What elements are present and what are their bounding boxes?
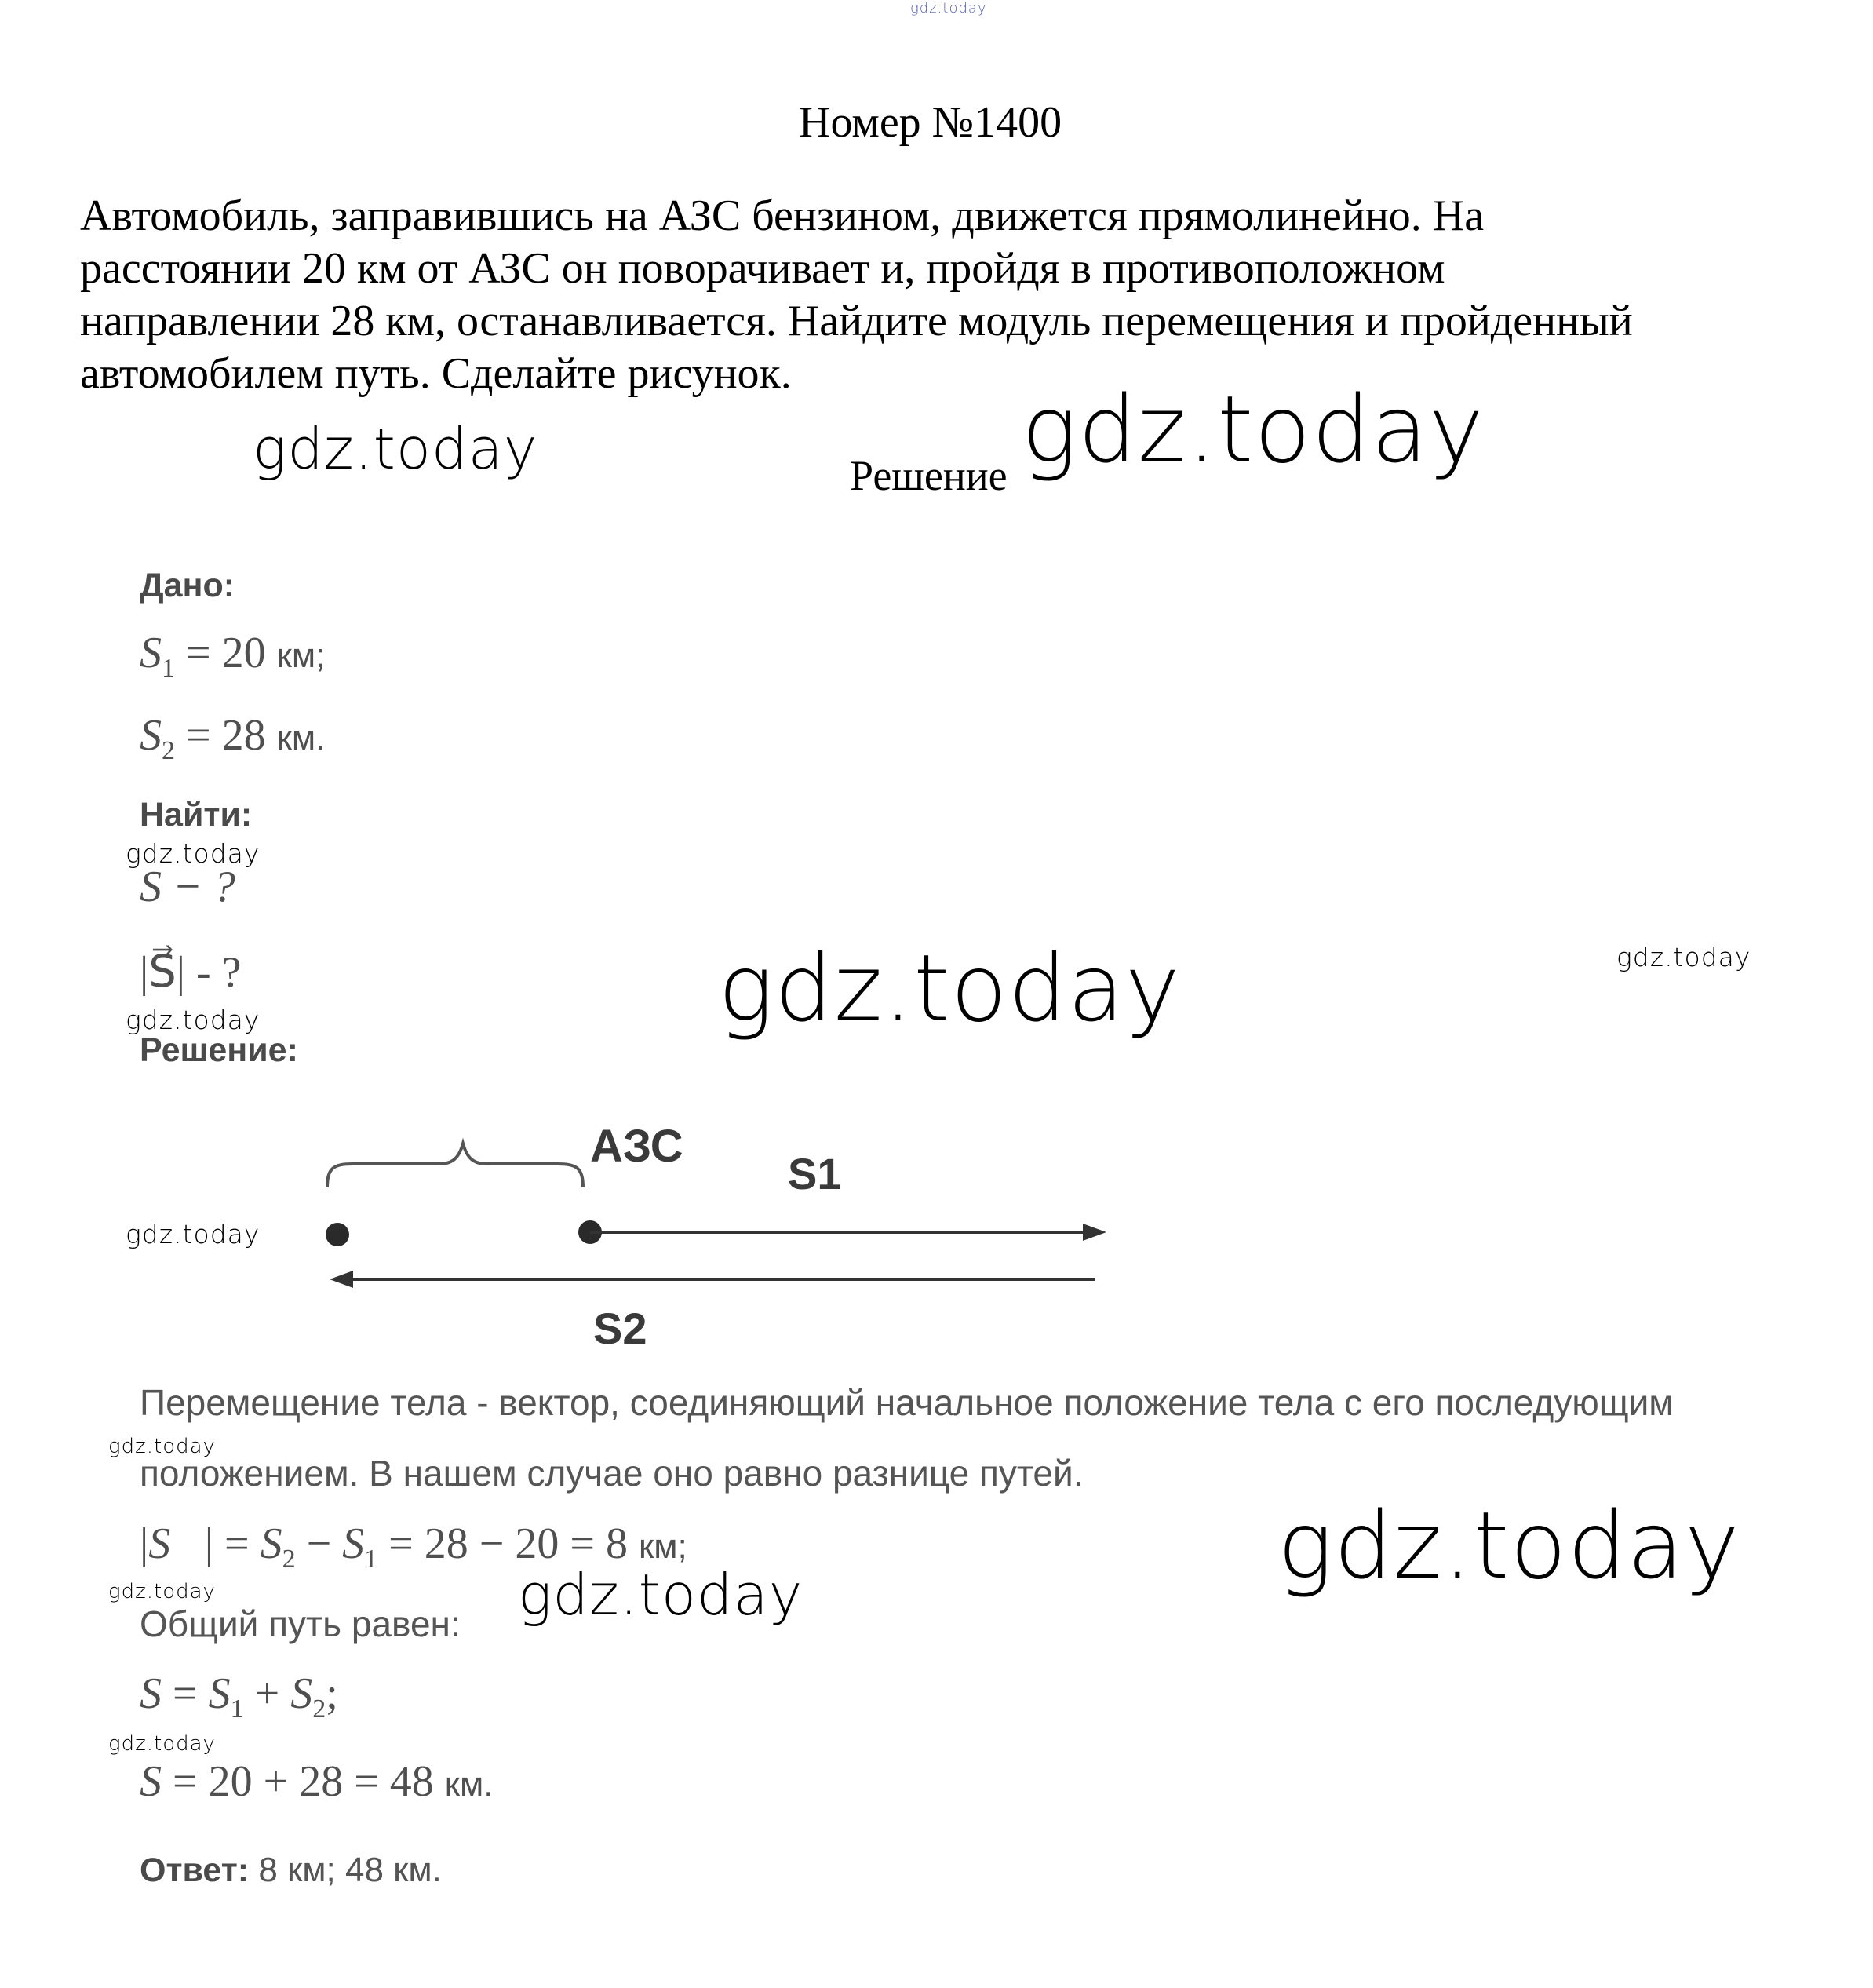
watermark: gdz.today: [108, 1580, 216, 1603]
path-a: 20: [208, 1757, 253, 1806]
given-s1-value: 20: [221, 629, 266, 677]
task-line: автомобилем путь. Сделайте рисунок.: [80, 349, 792, 398]
task-line: Автомобиль, заправившись на АЗС бензином, движется прямолинейно. На: [80, 192, 1485, 240]
motion-diagram: [298, 1122, 1122, 1373]
task-line: направлении 28 км, останавливается. Найдите модуль перемещения и пройденный: [80, 297, 1633, 345]
s1-arrow-head: [1083, 1224, 1106, 1241]
disp-b: 20: [515, 1519, 559, 1568]
watermark-top: gdz.today: [910, 0, 987, 16]
displacement-formula: |S⃗| = $S_2 - S_1 = 28 - 20 = 8$ км;: [140, 1519, 687, 1574]
end-point: [326, 1223, 349, 1246]
page-title: Номер №1400: [799, 98, 1062, 147]
find-label: Найти:: [140, 796, 253, 834]
solution-heading: Решение: [850, 452, 1008, 499]
s2-label: S2: [593, 1304, 647, 1353]
disp-unit: км;: [638, 1527, 687, 1566]
given-s1-unit: км;: [276, 637, 326, 675]
watermark: gdz.today: [718, 934, 1181, 1042]
s2-arrow-head: [330, 1271, 353, 1288]
watermark: gdz.today: [108, 1732, 216, 1756]
definition-line-1: Перемещение тела - вектор, соединяющий начальное положение тела с его последующим: [140, 1382, 1674, 1423]
watermark: gdz.today: [518, 1562, 803, 1628]
solution-label: Решение:: [140, 1031, 298, 1069]
given-s2-value: 28: [221, 711, 266, 760]
given-s2-unit: км.: [276, 719, 326, 757]
disp-a: 28: [424, 1519, 468, 1568]
path-unit: км.: [444, 1765, 494, 1804]
watermark: gdz.today: [108, 1435, 216, 1458]
find-path: S − ?: [140, 863, 235, 911]
s1-label: S1: [788, 1149, 842, 1198]
task-statement: [80, 190, 1822, 400]
watermark: gdz.today: [1616, 942, 1751, 972]
watermark: gdz.today: [126, 838, 261, 869]
given-label: Дано:: [140, 567, 235, 604]
answer: [140, 1851, 442, 1890]
watermark: gdz.today: [126, 1219, 261, 1249]
given-s2: $S_2 = 28$ км.: [140, 711, 326, 766]
watermark: gdz.today: [1277, 1491, 1740, 1600]
distance-brace: [327, 1144, 583, 1187]
disp-result: 8: [605, 1519, 628, 1568]
path-result: 48: [389, 1757, 434, 1806]
path-formula: $S = S_1 + S_2$;: [140, 1669, 338, 1724]
watermark: gdz.today: [253, 416, 538, 482]
find-displacement: |S⃗| - ?: [140, 948, 242, 997]
task-line: расстоянии 20 км от АЗС он поворачивает и, пройдя в противоположном: [80, 244, 1445, 293]
answer-label: Ответ:: [140, 1851, 250, 1889]
answer-value: 8 км; 48 км.: [258, 1851, 442, 1889]
station-label: АЗС: [590, 1122, 683, 1172]
path-b: 28: [299, 1757, 344, 1806]
watermark: gdz.today: [126, 1005, 261, 1035]
path-label: Общий путь равен:: [140, 1603, 461, 1644]
watermark: gdz.today: [1022, 375, 1485, 483]
given-s1: $S_1 = 20$ км;: [140, 629, 326, 684]
definition-line-2: положением. В нашем случае оно равно разнице путей.: [140, 1453, 1084, 1494]
path-calculation: S = 20 + 28 = 48 км.: [140, 1757, 494, 1806]
